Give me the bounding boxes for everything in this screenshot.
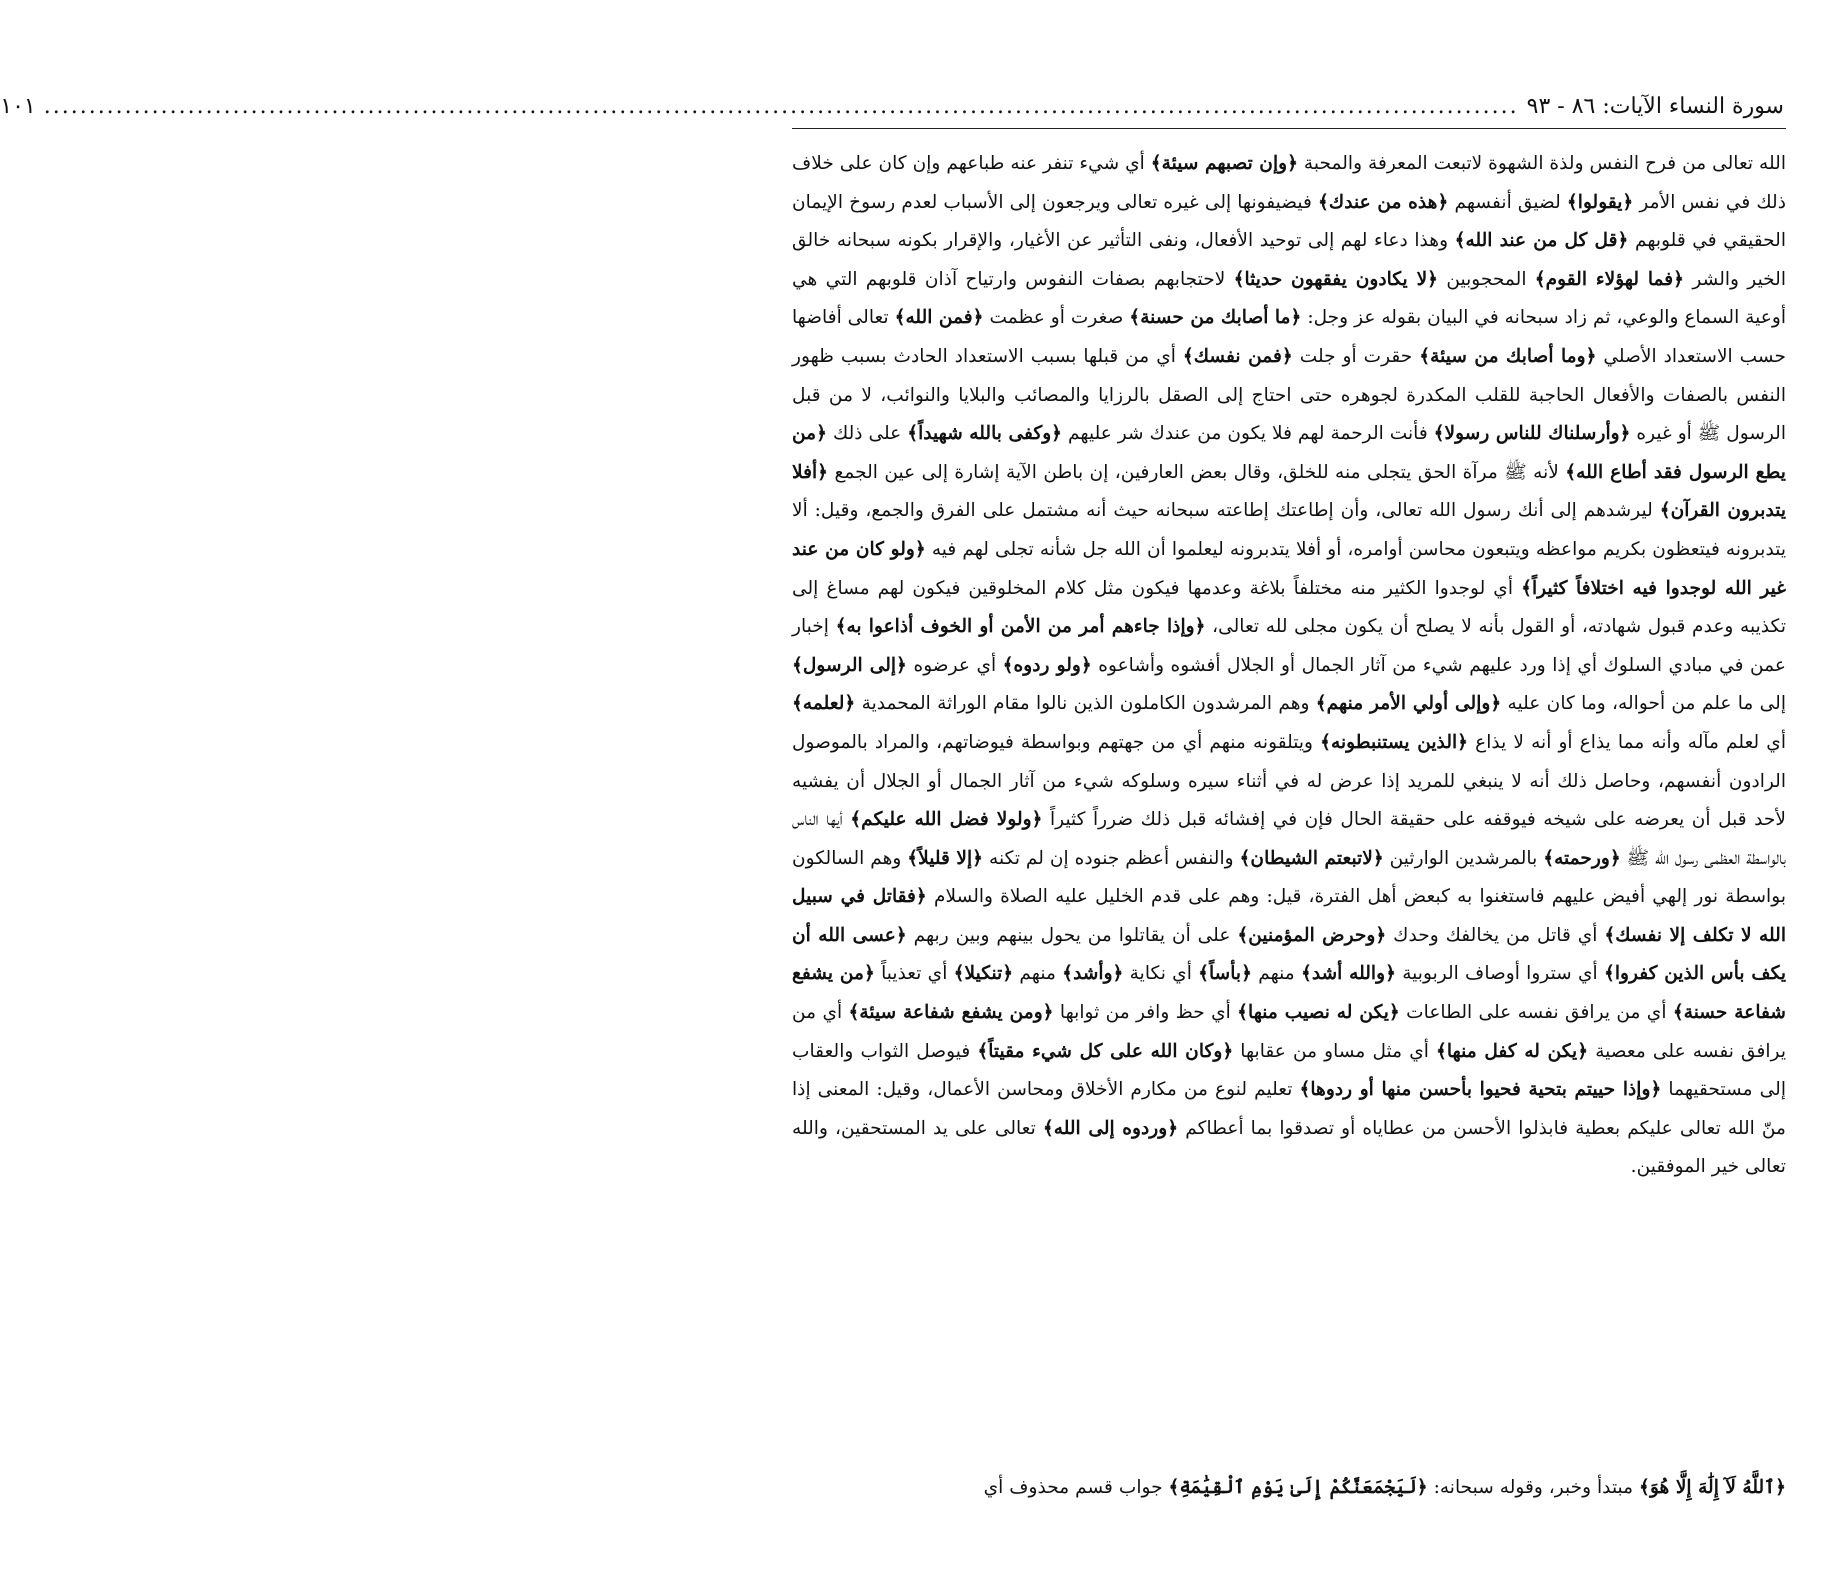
quran-verse: ﴿ولولا فضل الله عليكم﴾ [850,809,1043,831]
quran-verse: ﴿وإذا جاءهم أمر من الأمن أو الخوف أذاعوا به﴾ [835,616,1206,638]
commentary-text: إلى ما علم من أحواله، وما كان عليه [1501,693,1786,715]
quran-verse: ﴿ٱللَّهُ لَآ إِلَٰهَ إِلَّا هُوَ﴾ [1639,1477,1786,1498]
commentary-paragraph [792,145,1786,1187]
commentary-text: إخبار عمن في مبادي السلوك أي إذا ورد عليهم شيء من آثار الجمال أو الجلال أفشوه وأشاعوه [792,616,1786,676]
quran-verse: ﴿لاتبعتم الشيطان﴾ [1239,847,1384,869]
commentary-text: أي شيء تنفر عنه طباعهم وإن كان على خلاف ذلك في نفس الأمر [792,153,1787,213]
commentary-text: أي لوجدوا الكثير منه مختلفاً بلاغة وعدمها فيكون مثل كلام المخلوقين فيكون لهم مساغ إلى تكذيبه وعدم قبول شهادته، أو القول بأنه لا يصلح أن يكون مجلى لله تعالى، [792,577,1786,638]
quran-verse: ﴿لعلمه﴾ [792,693,856,715]
quran-verse: ﴿وحرض المؤمنين﴾ [1237,924,1387,946]
quran-verse: ﴿وردوه إلى الله﴾ [1042,1117,1179,1139]
quran-verse: ﴿وكفى بالله شهيداً﴾ [907,423,1063,445]
quran-verse: ﴿من يطع الرسول فقد أطاع الله﴾ [792,423,1786,483]
quran-verse: ﴿ومن يشفع شفاعة سيئة﴾ [848,1002,1054,1024]
commentary-text: أي من يرافق نفسه على الطاعات [1399,1002,1673,1024]
quran-verse: ﴿يكن له كفل منها﴾ [1436,1040,1589,1062]
quran-verse: ﴿يكن له نصيب منها﴾ [1237,1002,1400,1024]
commentary-text: تعالى أفاضها حسب الاستعداد الأصلي [792,307,1786,367]
commentary-text: لأنه ﷺ مرآة الحق يتجلى منه للخلق، وقال بعض العارفين، إن باطن الآية إشارة إلى عين الجمع [828,461,1566,483]
quran-verse: ﴿فما لهؤلاء القوم﴾ [1534,268,1685,290]
quran-verse: ﴿ولو ردوه﴾ [1002,654,1092,676]
commentary-text: المحجوبين [1438,268,1535,290]
commentary-text: جواب قسم محذوف أي [983,1477,1169,1498]
commentary-text: لاحتجابهم بصفات النفوس وارتياح آذان قلوبهم التي هي أوعية السماع والوعي، ثم زاد سبحانه في البيان بقوله عز وجل: [792,268,1787,329]
commentary-text: مبتدأ وخبر، وقوله سبحانه: [1427,1477,1640,1498]
commentary-text: تعليم لنوع من مكارم الأخلاق ومحاسن الأعمال، وقيل: المعنى إذا منّ الله تعالى عليكم بعطية فابذلوا الأحسن من عطاياه أو تصدقوا بما أعطاكم [792,1079,1786,1139]
commentary-text: أي لعلم مآله وأنه مما يذاع أو أنه لا يذاع [1468,731,1787,753]
commentary-text: على ذلك [827,423,908,445]
quran-verse: ﴿تنكيلا﴾ [953,963,1014,985]
commentary-text: حقرت أو جلت [1292,345,1420,367]
quran-verse: ﴿من يشفع شفاعة حسنة﴾ [792,963,1786,1024]
quran-verse: ﴿أفلا يتدبرون القرآن﴾ [792,461,1786,522]
quran-verse: ﴿وإذا حييتم بتحية فحيوا بأحسن منها أو ردوها﴾ [1299,1079,1662,1101]
quran-verse: ﴿ورحمته﴾ [1543,847,1621,869]
commentary-text: الله تعالى من فرح النفس ولذة الشهوة لاتبعت المعرفة والمحبة [1298,153,1786,174]
quran-verse: ﴿فمن الله﴾ [894,307,984,329]
quran-verse: ﴿وكان الله على كل شيء مقيتاً﴾ [977,1040,1234,1062]
surah-title: سورة النساء الآيات: ٨٦ - ٩٣ [1526,94,1784,119]
commentary-text: لضيق أنفسهم [1448,191,1567,213]
commentary-text: أيها الناس بالواسطة العظمى رسول الله ﷺ [792,809,1786,869]
commentary-text: وهم السالكون بواسطة نور إلهي أفيض عليهم فاستغنوا به كبعض أهل الفترة، قيل: وهم على قدم الخليل عليه الصلاة والسلام [792,847,1787,908]
quran-verse: ﴿لا يكادون يفقهون حديثا﴾ [1233,268,1439,290]
commentary-text: والنفس أعظم جنوده إن لم تكنه [983,847,1240,869]
quran-verse: ﴿قل كل من عند الله﴾ [1454,230,1629,252]
commentary-text: منهم [1013,963,1063,985]
commentary-text: فيوصل الثواب والعقاب إلى مستحقيهما [792,1040,1786,1101]
quran-verse: ﴿هذه من عندك﴾ [1318,191,1449,213]
header-rule [792,128,1786,129]
quran-verse: ﴿وأرسلناك للناس رسولا﴾ [1433,423,1631,445]
running-header [0,88,1784,122]
quran-verse: ﴿فقاتل في سبيل الله لا تكلف إلا نفسك﴾ [792,886,1786,946]
verse-commentary-line [792,1470,1786,1506]
commentary-text: وهذا دعاء لهم إلى توحيد الأفعال، ونفى التأثير عن الأغيار، والإقرار بكونه سبحانه خالق الخير والشر [792,230,1787,290]
commentary-text: فأنت الرحمة لهم فلا يكون من عندك شر عليهم [1062,423,1434,445]
commentary-text: صغرت أو عظمت [983,307,1130,329]
quran-verse: ﴿الذين يستنبطونه﴾ [1320,731,1469,753]
quran-verse: ﴿عسى الله أن يكف بأس الذين كفروا﴾ [792,924,1787,985]
commentary-text: أي قاتل من يخالفك وحدك [1386,924,1605,946]
commentary-text: أي من يرافق نفسه على معصية [792,1002,1786,1062]
commentary-text: ويتلقونه منهم أي من جهتهم وبواسطة فيوضاتهم، والمراد بالموصول الرادون أنفسهم، وحاصل ذلك أنه لا ينبغي للمريد إذا عرض له في أثناء سيره وسلوكه شيء من آثار الجمال أو الجلال أن يفشيه لأحد قبل أن يعرضه على شيخه فيوقفه على حقيقة الحال فإن في إفشائه قبل ذلك ضرراً كثيراً [792,731,1786,831]
commentary-text: على أن يقاتلوا من يحول بينهم وبين ربهم [906,924,1238,946]
commentary-text: أي عرضوه [906,654,1003,676]
commentary-text: ليرشدهم إلى أنك رسول الله تعالى، وأن إطاعتك إطاعته سبحانه حيث أنه مشتمل على الفرق والجمع، وقيل: ألا يتدبرونه فيتعظون بكريم مواعظه ويتبعون محاسن أوامره، أو أفلا يتدبرونه ليعلموا أن الله جل شأنه تجلى لهم فيه [792,500,1786,560]
quran-verse: ﴿وإن تصبهم سيئة﴾ [1150,153,1298,174]
commentary-text: فيضيفونها إلى غيره تعالى ويرجعون إلى الأسباب لعدم رسوخ الإيمان الحقيقي في قلوبهم [792,191,1787,252]
quran-verse: ﴿ما أصابك من حسنة﴾ [1129,307,1302,329]
commentary-text: أي تعذيباً [874,963,954,985]
commentary-text: أي من قبلها بسبب الاستعداد الحادث بسبب ظهور النفس بالصفات والأفعال الحاجبة للقلب المكدرة لجوهره حتى احتاج إلى الصقل بالرزايا والمصائب والبلايا والنوائب، لا من قبل الرسول ﷺ أو غيره [792,345,1786,445]
page-number: ١٠١ [0,94,36,119]
quran-verse: ﴿إلا قليلاً﴾ [907,847,984,869]
quran-verse: ﴿فمن نفسك﴾ [1182,345,1293,367]
commentary-text: وهم المرشدون الكاملون الذين نالوا مقام الوراثة المحمدية [855,693,1316,715]
commentary-text: بالمرشدين الوارثين [1383,847,1544,869]
commentary-text: منهم [1251,963,1301,985]
quran-verse: ﴿وأشد﴾ [1062,963,1124,985]
quran-verse: ﴿لَيَجْمَعَنَّكُمْ إِلَىٰ يَوْمِ ٱلْقِيَٰمَةِ﴾ [1168,1477,1428,1498]
commentary-text: أي ستروا أوصاف الربوبية [1395,963,1604,985]
leader-dots: .................................................................................................................................................................... [43,94,1519,119]
commentary-text: أي حظ وافر من ثوابها [1053,1002,1238,1024]
quran-verse: ﴿وإلى أولي الأمر منهم﴾ [1315,693,1502,715]
commentary-text: تعالى على يد المستحقين، والله تعالى خير الموفقين. [792,1117,1786,1178]
quran-verse: ﴿إلى الرسول﴾ [792,654,907,676]
quran-verse: ﴿وما أصابك من سيئة﴾ [1419,345,1597,367]
commentary-text: أي نكاية [1123,963,1199,985]
quran-verse: ﴿ولو كان من عند غير الله لوجدوا فيه اختلافاً كثيراً﴾ [792,538,1786,599]
quran-verse: ﴿والله أشد﴾ [1300,963,1396,985]
commentary-text: أي مثل مساو من عقابها [1233,1040,1436,1062]
quran-verse: ﴿يقولوا﴾ [1566,191,1634,213]
quran-verse: ﴿بأساً﴾ [1198,963,1252,985]
